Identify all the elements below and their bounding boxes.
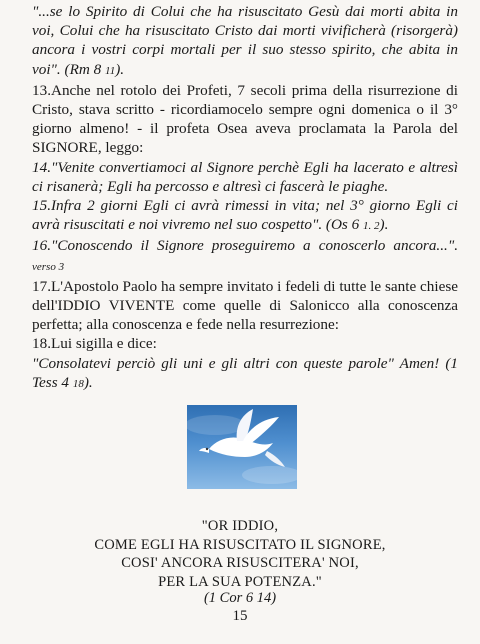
paragraph-16	[32, 236, 458, 276]
paragraph-text: 13.Anche nel rotolo dei Profeti, 7 secoli prima della risurrezione di Cristo, stava scritto - ricordiamocelo sempre ogni domenica o il 3° giorno almeno! - il profeta Osea aveva proclamata la Parola del SIGNORE, leggo:	[32, 81, 458, 157]
paragraph-text: "Consolatevi perciò gli uni e gli altri con queste parole" Amen! (1 Tess 4	[32, 354, 458, 391]
page-number: 15	[232, 608, 248, 624]
paragraph-text: "...se lo Spirito di Colui che ha risuscitato Gesù dai morti abita in voi, Colui che ha risuscitato Cristo dai morti vivificherà (risorgerà) ancora i vostri corpi mortali per il suo stesso spirito, che abita in voi". (Rm 8	[32, 3, 458, 78]
paragraph-18	[32, 334, 458, 353]
paragraph-tail: ).	[83, 373, 93, 391]
paragraph-text: 17.L'Apostolo Paolo ha sempre invitato i fedeli di tutte le sante chiese dell'IDDIO VIVENTE come quelle di Salonicco alla conoscenza perfetta; alla conoscenza e fede nella resurrezione:	[32, 277, 458, 334]
verse-ref: verso 3	[32, 260, 65, 273]
paragraph-15	[32, 196, 458, 236]
quote-line: PER LA SUA POTENZA."	[158, 573, 322, 590]
paragraph-tail: ).	[115, 60, 125, 78]
paragraph-text: 18.Lui sigilla e dice:	[32, 335, 157, 353]
verse-ref: 18	[72, 377, 84, 390]
paragraph-tail: ).	[379, 216, 389, 234]
verse-ref: 1. 2	[363, 220, 380, 233]
paragraph-text: 15.Infra 2 giorni Egli ci avrà rimessi in vita; nel 3° giorno Egli ci avrà risuscitati e noi vivremo nel suo cospetto". (Os 6	[32, 197, 458, 234]
dove-icon	[187, 405, 297, 489]
verse-ref: 11	[105, 64, 116, 77]
paragraph-thessalonians	[32, 354, 458, 394]
dove-image	[187, 405, 297, 489]
body-text	[32, 2, 458, 394]
quote-line: COSI' ANCORA RISUSCITERA' NOI,	[121, 555, 359, 571]
closing-quote	[0, 517, 480, 591]
paragraph-17	[32, 277, 458, 335]
quote-line: COME EGLI HA RISUSCITATO IL SIGNORE,	[94, 536, 386, 553]
paragraph-14	[32, 158, 458, 196]
paragraph-13	[32, 81, 458, 158]
paragraph-romans	[32, 2, 458, 81]
paragraph-text: 14."Venite convertiamoci al Signore perchè Egli ha lacerato e altresì ci risanerà; Egli ha percosso e altresì ci fascerà le piaghe.	[32, 158, 458, 195]
quote-reference: (1 Cor 6 14)	[203, 590, 277, 606]
quote-line: "OR IDDIO,	[201, 518, 279, 534]
paragraph-text: 16."Conoscendo il Signore proseguiremo a conoscerlo ancora...".	[32, 237, 458, 255]
